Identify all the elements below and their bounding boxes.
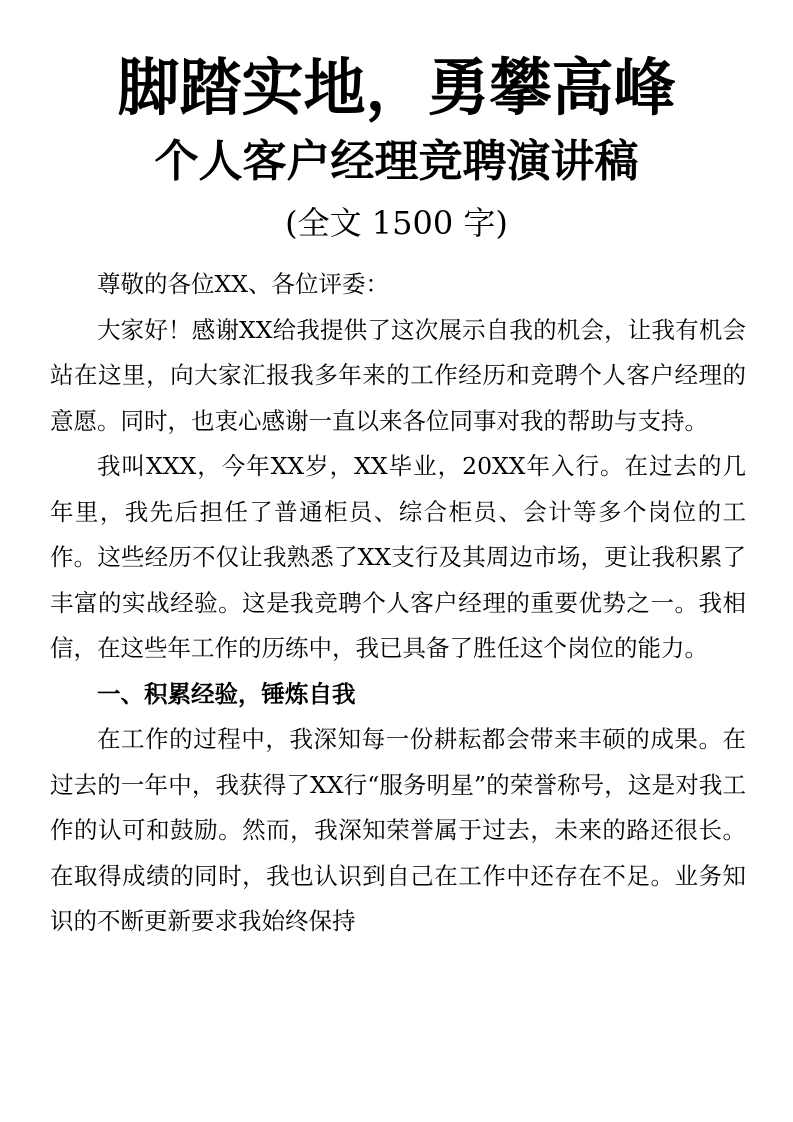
salutation: 尊敬的各位XX、各位评委：	[97, 270, 389, 298]
body-paragraph: 我叫XXX，今年XX岁，XX毕业，20XX年入行。在过去的几年里，我先后担任了普通柜员、综合柜员、会计等多个岗位的工作。这些经历不仅让我熟悉了XX支行及其周边市场，更让我积累了丰富的实战经验。这是我竞聘个人客户经理的重要优势之一。我相信，在这些年工作的历练中，我已具备了胜任这个岗位的能力。	[50, 452, 746, 662]
body-paragraph: 在工作的过程中，我深知每一份耕耘都会带来丰硕的成果。在过去的一年中，我获得了XX行“服务明星”的荣誉称号，这是对我工作的认可和鼓励。然而，我深知荣誉属于过去，未来的路还很长。在取得成绩的同时，我也认识到自己在工作中还存在不足。业务知识的不断更新要求我始终保持	[50, 725, 746, 935]
document-body	[50, 262, 746, 945]
body-paragraph: 大家好！感谢XX给我提供了这次展示自我的机会，让我有机会站在这里，向大家汇报我多年来的工作经历和竞聘个人客户经理的意愿。同时，也衷心感谢一直以来各位同事对我的帮助与支持。	[50, 315, 746, 435]
section-heading: 一、积累经验，锤炼自我	[97, 679, 356, 708]
document-title: 脚踏实地，勇攀高峰	[117, 51, 676, 124]
document-subtitle: 个人客户经理竞聘演讲稿	[154, 136, 639, 187]
word-count-note: (全文 1500 字)	[285, 204, 508, 242]
